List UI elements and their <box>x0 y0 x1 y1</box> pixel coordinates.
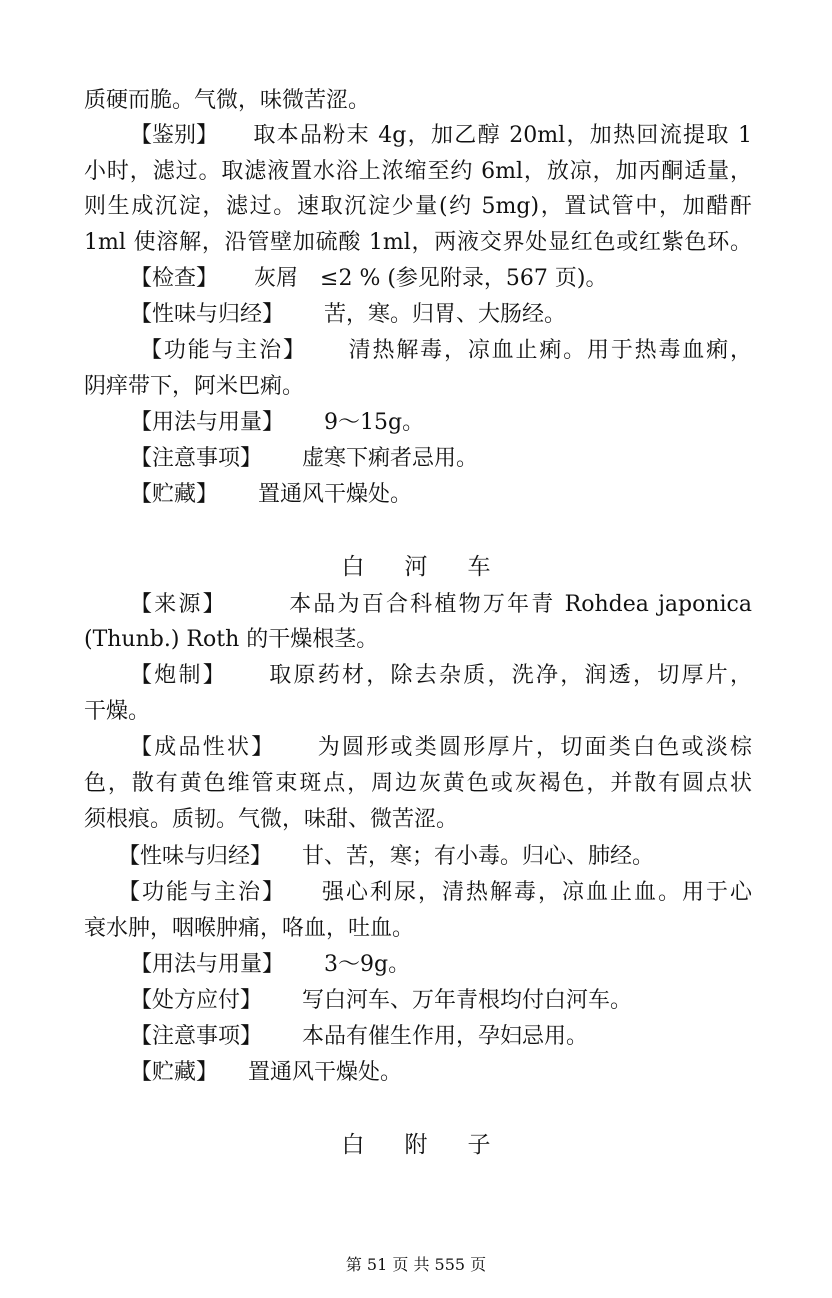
section-label-nature: 【性味与归经】 <box>130 302 285 327</box>
storage-text: 置通风干燥处。 <box>248 1060 403 1085</box>
text-line: (Thunb.) Roth 的干燥根茎。 <box>84 627 379 652</box>
section-label-storage: 【贮藏】 <box>130 482 219 507</box>
appearance-text: 为圆形或类圆形厚片，切面类白色或淡棕 <box>315 735 752 760</box>
function-section <box>140 334 752 368</box>
nature-text: 甘、苦，寒；有小毒。归心、肺经。 <box>302 844 655 869</box>
text-line: 须根痕。质韧。气微，味甜、微苦涩。 <box>84 807 459 832</box>
usage-section <box>130 948 798 982</box>
section-label-check: 【检查】 <box>130 266 219 291</box>
entry-title: 白河车 <box>341 554 531 580</box>
source-text: 本品为百合科植物万年青 Rohdea japonica <box>286 592 752 617</box>
text-line: 质硬而脆。气微，味微苦涩。 <box>84 88 371 113</box>
section-label-identify: 【鉴别】 <box>130 123 219 148</box>
caution-text: 本品有催生作用，孕妇忌用。 <box>302 1024 589 1049</box>
appearance-section <box>130 731 752 765</box>
function-text: 强心利尿，清热解毒，凉血止血。用于心 <box>320 880 752 905</box>
nature-section <box>130 298 798 332</box>
process-text: 取原药材，除去杂质，洗净，润透，切厚片， <box>267 663 752 688</box>
usage-text: 3～9g。 <box>324 952 411 977</box>
text-line: 阴痒带下，阿米巴痢。 <box>84 374 305 399</box>
section-label-process: 【炮制】 <box>130 663 227 688</box>
section-label-usage: 【用法与用量】 <box>130 952 285 977</box>
process-section <box>130 659 752 693</box>
text-line: 干燥。 <box>84 699 151 724</box>
identify-text: 取本品粉末 4g，加乙醇 20ml，加热回流提取 1 <box>252 123 752 148</box>
caution-section <box>130 1020 798 1054</box>
section-label-source: 【来源】 <box>130 592 227 617</box>
usage-section <box>130 406 798 440</box>
nature-text: 苦，寒。归胃、大肠经。 <box>324 302 567 327</box>
nature-section <box>118 840 786 874</box>
prescription-text: 写白河车、万年青根均付白河车。 <box>302 988 633 1013</box>
section-label-usage: 【用法与用量】 <box>130 410 285 435</box>
source-section <box>130 588 752 622</box>
section-label-caution: 【注意事项】 <box>130 446 263 471</box>
identify-section <box>130 119 752 153</box>
text-line: 色，散有黄色维管束斑点，周边灰黄色或灰褐色，并散有圆点状 <box>84 771 752 796</box>
storage-section <box>130 1056 798 1090</box>
caution-text: 虚寒下痢者忌用。 <box>302 446 479 471</box>
text-line: 1ml 使溶解，沿管壁加硫酸 1ml，两液交界处显红色或红紫色环。 <box>84 230 752 255</box>
text-line: 则生成沉淀，滤过。速取沉淀少量(约 5mg)，置试管中，加醋酐 <box>84 194 752 219</box>
function-text: 清热解毒，凉血止痢。用于热毒血痢， <box>346 338 752 363</box>
prescription-section <box>130 984 798 1018</box>
section-label-storage: 【贮藏】 <box>130 1060 219 1085</box>
section-label-function: 【功能与主治】 <box>118 880 286 905</box>
section-label-function: 【功能与主治】 <box>140 338 307 363</box>
storage-text: 置通风干燥处。 <box>258 482 413 507</box>
section-label-caution: 【注意事项】 <box>130 1024 263 1049</box>
page-footer: 第 51 页 共 555 页 <box>345 1255 487 1274</box>
check-section <box>130 262 798 296</box>
caution-section <box>130 442 798 476</box>
check-text: 灰屑 ≤2 % (参见附录，567 页)。 <box>254 266 608 291</box>
usage-text: 9～15g。 <box>324 410 425 435</box>
section-label-appearance: 【成品性状】 <box>130 735 276 760</box>
text-line: 衰水肿，咽喉肿痛，咯血，吐血。 <box>84 916 415 941</box>
storage-section <box>130 478 798 512</box>
entry-title: 白附子 <box>341 1132 531 1158</box>
text-line: 小时，滤过。取滤液置水浴上浓缩至约 6ml，放凉，加丙酮适量， <box>84 159 752 184</box>
section-label-nature: 【性味与归经】 <box>118 844 273 869</box>
section-label-prescription: 【处方应付】 <box>130 988 263 1013</box>
function-section <box>118 876 752 910</box>
